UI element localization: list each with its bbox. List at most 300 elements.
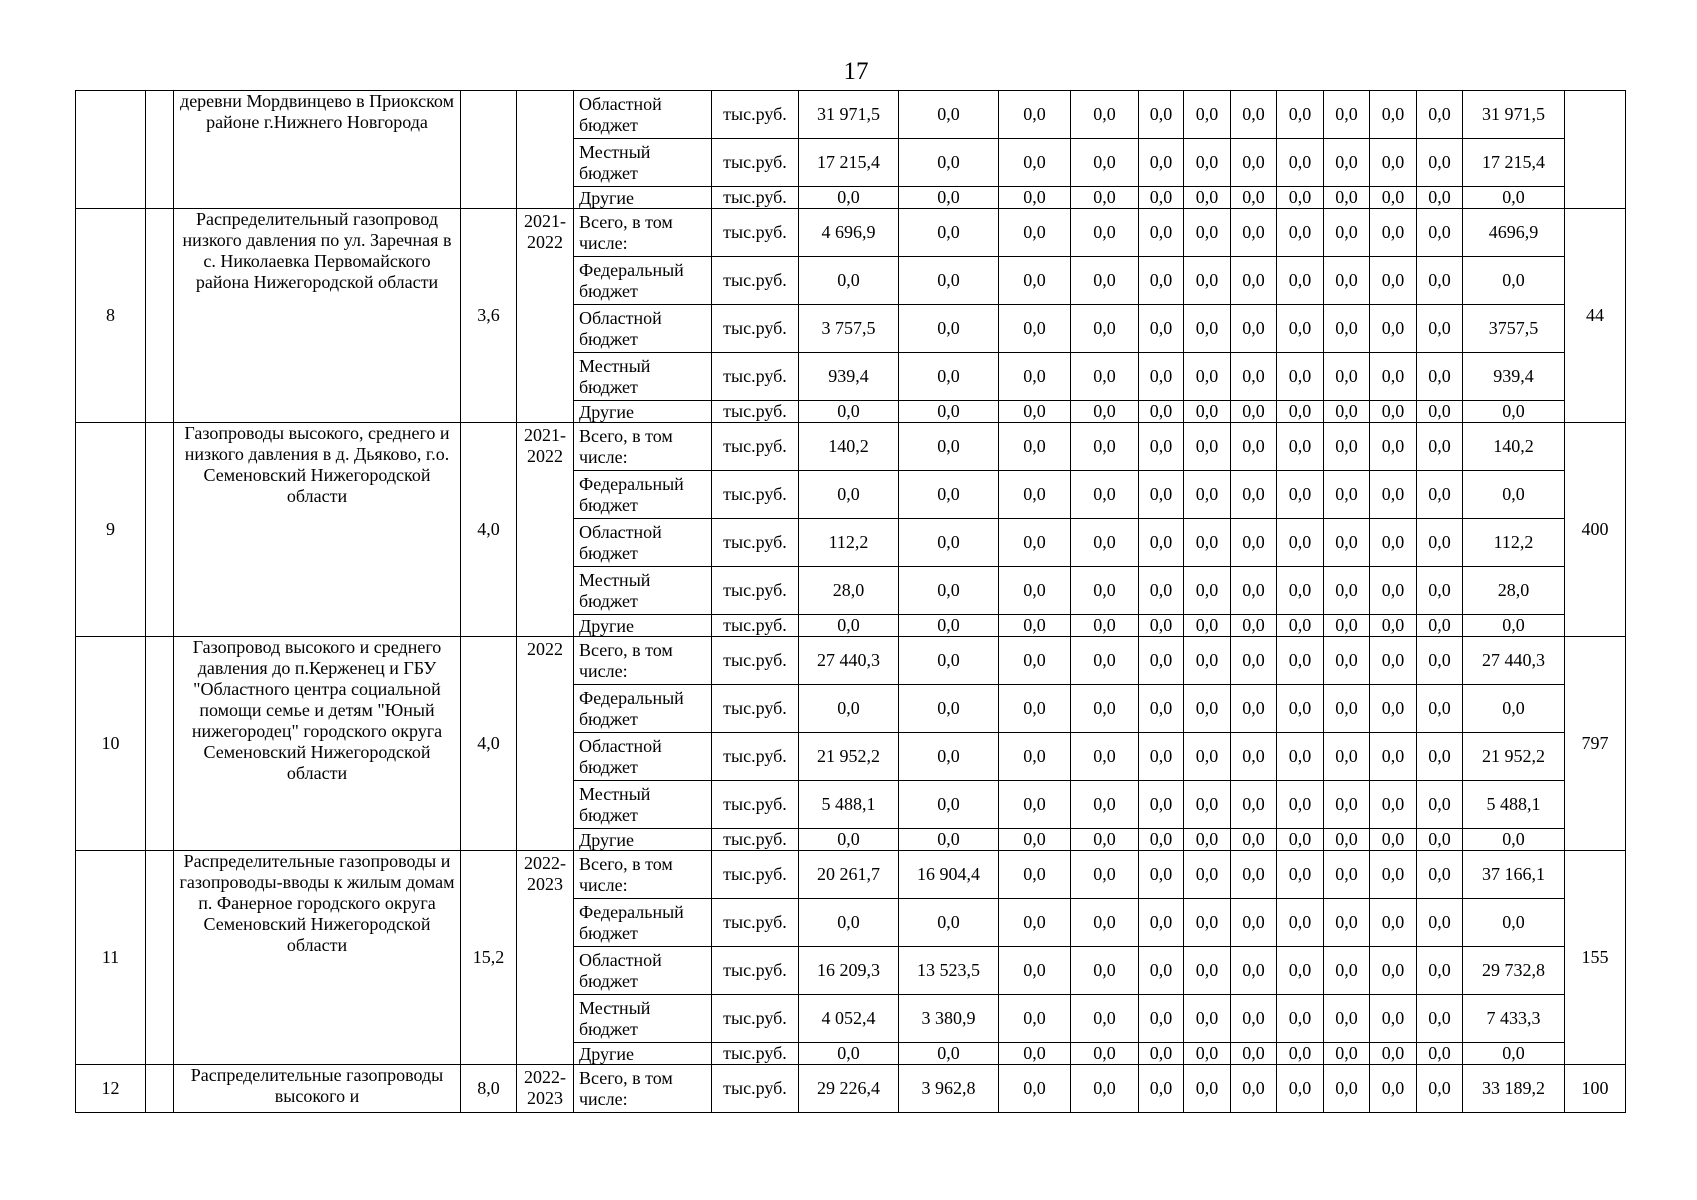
year-value: 3 380,9 — [899, 995, 999, 1043]
year-value: 0,0 — [1071, 257, 1139, 305]
year-value: 0,0 — [999, 899, 1071, 947]
year-value: 0,0 — [1184, 781, 1231, 829]
total-value: 29 732,8 — [1463, 947, 1565, 995]
year-value: 0,0 — [1184, 685, 1231, 733]
year-value: 0,0 — [1277, 209, 1324, 257]
year-value: 0,0 — [1324, 995, 1370, 1043]
construction-years: 2021-2022 — [517, 423, 574, 637]
year-value: 0,0 — [1139, 401, 1184, 423]
year-value: 0,0 — [1277, 995, 1324, 1043]
year-value: 0,0 — [1417, 305, 1463, 353]
year-value: 0,0 — [1139, 567, 1184, 615]
year-value: 0,0 — [1324, 899, 1370, 947]
year-value: 0,0 — [1324, 139, 1370, 187]
year-value: 0,0 — [899, 519, 999, 567]
funding-source: Местный бюджет — [574, 353, 712, 401]
year-value: 0,0 — [999, 257, 1071, 305]
row-number: 12 — [76, 1065, 146, 1113]
year-value: 28,0 — [799, 567, 899, 615]
year-value: 0,0 — [1370, 401, 1417, 423]
year-value: 0,0 — [899, 781, 999, 829]
year-value: 0,0 — [1370, 947, 1417, 995]
year-value: 0,0 — [1417, 567, 1463, 615]
year-value: 29 226,4 — [799, 1065, 899, 1113]
total-value: 3757,5 — [1463, 305, 1565, 353]
year-value: 0,0 — [1231, 829, 1277, 851]
year-value: 0,0 — [1370, 899, 1417, 947]
year-value: 0,0 — [1184, 615, 1231, 637]
year-value: 0,0 — [999, 353, 1071, 401]
year-value: 0,0 — [899, 401, 999, 423]
funding-source: Всего, в том числе: — [574, 1065, 712, 1113]
unit-cell: тыс.руб. — [712, 899, 799, 947]
year-value: 0,0 — [899, 615, 999, 637]
row-number: 11 — [76, 851, 146, 1065]
year-value: 0,0 — [1370, 187, 1417, 209]
result-count: 44 — [1565, 209, 1626, 423]
year-value: 0,0 — [999, 995, 1071, 1043]
year-value: 0,0 — [1417, 401, 1463, 423]
year-value: 0,0 — [1071, 139, 1139, 187]
year-value: 0,0 — [999, 685, 1071, 733]
funding-source: Всего, в том числе: — [574, 423, 712, 471]
unit-cell: тыс.руб. — [712, 685, 799, 733]
year-value: 0,0 — [1324, 615, 1370, 637]
length-km: 15,2 — [461, 851, 517, 1065]
year-value: 0,0 — [1370, 91, 1417, 139]
funding-source: Областной бюджет — [574, 733, 712, 781]
year-value: 0,0 — [1071, 851, 1139, 899]
year-value: 140,2 — [799, 423, 899, 471]
year-value: 0,0 — [1324, 637, 1370, 685]
year-value: 0,0 — [999, 851, 1071, 899]
year-value: 0,0 — [1324, 1065, 1370, 1113]
year-value: 0,0 — [1071, 91, 1139, 139]
unit-cell: тыс.руб. — [712, 829, 799, 851]
year-value: 0,0 — [1417, 91, 1463, 139]
unit-cell: тыс.руб. — [712, 615, 799, 637]
year-value: 0,0 — [1071, 1065, 1139, 1113]
year-value: 0,0 — [899, 1043, 999, 1065]
total-value: 37 166,1 — [1463, 851, 1565, 899]
year-value: 0,0 — [1071, 187, 1139, 209]
construction-years — [517, 91, 574, 209]
total-value: 0,0 — [1463, 401, 1565, 423]
year-value: 0,0 — [1139, 353, 1184, 401]
year-value: 0,0 — [1417, 471, 1463, 519]
unit-cell: тыс.руб. — [712, 995, 799, 1043]
total-value: 4696,9 — [1463, 209, 1565, 257]
year-value: 0,0 — [1071, 423, 1139, 471]
year-value: 0,0 — [1139, 685, 1184, 733]
year-value: 0,0 — [1071, 995, 1139, 1043]
funding-source: Всего, в том числе: — [574, 209, 712, 257]
funding-source: Местный бюджет — [574, 781, 712, 829]
year-value: 0,0 — [1277, 615, 1324, 637]
page-number: 17 — [843, 58, 869, 85]
year-value: 0,0 — [1184, 567, 1231, 615]
funding-source: Областной бюджет — [574, 305, 712, 353]
year-value: 0,0 — [1184, 209, 1231, 257]
unit-cell: тыс.руб. — [712, 1043, 799, 1065]
year-value: 0,0 — [1324, 685, 1370, 733]
year-value: 21 952,2 — [799, 733, 899, 781]
total-value: 939,4 — [1463, 353, 1565, 401]
year-value: 0,0 — [999, 519, 1071, 567]
year-value: 0,0 — [1277, 91, 1324, 139]
year-value: 0,0 — [1324, 305, 1370, 353]
year-value: 0,0 — [1231, 781, 1277, 829]
year-value: 0,0 — [899, 471, 999, 519]
object-name: Газопровод высокого и среднего давления до п.Керженец и ГБУ "Областного центра социальной помощи семье и детям "Юный нижегородец" городского округа Семеновский Нижегородской области — [174, 637, 461, 851]
year-value: 0,0 — [799, 1043, 899, 1065]
year-value: 0,0 — [999, 567, 1071, 615]
unit-cell: тыс.руб. — [712, 1065, 799, 1113]
year-value: 0,0 — [1071, 353, 1139, 401]
result-count — [1565, 91, 1626, 209]
year-value: 0,0 — [1370, 519, 1417, 567]
unit-cell: тыс.руб. — [712, 257, 799, 305]
year-value: 0,0 — [1139, 139, 1184, 187]
total-value: 21 952,2 — [1463, 733, 1565, 781]
year-value: 0,0 — [799, 471, 899, 519]
year-value: 0,0 — [1324, 733, 1370, 781]
year-value: 0,0 — [1231, 305, 1277, 353]
year-value: 0,0 — [1370, 829, 1417, 851]
year-value: 0,0 — [1071, 471, 1139, 519]
year-value: 0,0 — [1324, 471, 1370, 519]
year-value: 0,0 — [1231, 947, 1277, 995]
year-value: 0,0 — [1184, 91, 1231, 139]
year-value: 0,0 — [1139, 995, 1184, 1043]
year-value: 0,0 — [1417, 209, 1463, 257]
funding-source: Другие — [574, 615, 712, 637]
funding-source: Другие — [574, 401, 712, 423]
object-name: деревни Мордвинцево в Приокском районе г.Нижнего Новгорода — [174, 91, 461, 209]
year-value: 0,0 — [799, 899, 899, 947]
year-value: 0,0 — [1370, 733, 1417, 781]
year-value: 0,0 — [1277, 423, 1324, 471]
year-value: 5 488,1 — [799, 781, 899, 829]
year-value: 0,0 — [1071, 401, 1139, 423]
year-value: 27 440,3 — [799, 637, 899, 685]
unit-cell: тыс.руб. — [712, 519, 799, 567]
total-value: 33 189,2 — [1463, 1065, 1565, 1113]
year-value: 13 523,5 — [899, 947, 999, 995]
row-number: 9 — [76, 423, 146, 637]
year-value: 0,0 — [1324, 423, 1370, 471]
object-name: Распределительные газопроводы высокого и — [174, 1065, 461, 1113]
year-value: 0,0 — [1277, 781, 1324, 829]
total-value: 7 433,3 — [1463, 995, 1565, 1043]
total-value: 0,0 — [1463, 829, 1565, 851]
year-value: 0,0 — [899, 637, 999, 685]
year-value: 0,0 — [1370, 685, 1417, 733]
year-value: 112,2 — [799, 519, 899, 567]
spacer-cell — [146, 851, 174, 1065]
year-value: 0,0 — [1231, 401, 1277, 423]
length-km: 4,0 — [461, 423, 517, 637]
year-value: 0,0 — [1071, 519, 1139, 567]
year-value: 0,0 — [1139, 733, 1184, 781]
year-value: 0,0 — [999, 471, 1071, 519]
year-value: 0,0 — [1139, 423, 1184, 471]
year-value: 31 971,5 — [799, 91, 899, 139]
year-value: 0,0 — [1277, 305, 1324, 353]
year-value: 0,0 — [899, 257, 999, 305]
funding-source: Всего, в том числе: — [574, 851, 712, 899]
year-value: 0,0 — [1277, 899, 1324, 947]
table-row — [76, 851, 1626, 899]
unit-cell: тыс.руб. — [712, 947, 799, 995]
table-row — [76, 423, 1626, 471]
year-value: 0,0 — [1071, 829, 1139, 851]
year-value: 0,0 — [899, 91, 999, 139]
year-value: 0,0 — [899, 209, 999, 257]
year-value: 0,0 — [1231, 91, 1277, 139]
year-value: 0,0 — [1071, 567, 1139, 615]
funding-source: Местный бюджет — [574, 567, 712, 615]
year-value: 0,0 — [1184, 947, 1231, 995]
table-row — [76, 1065, 1626, 1113]
year-value: 0,0 — [1184, 1043, 1231, 1065]
year-value: 0,0 — [1277, 1065, 1324, 1113]
year-value: 0,0 — [1184, 637, 1231, 685]
year-value: 0,0 — [1417, 257, 1463, 305]
year-value: 0,0 — [1231, 423, 1277, 471]
year-value: 0,0 — [1184, 829, 1231, 851]
year-value: 0,0 — [1071, 637, 1139, 685]
year-value: 0,0 — [1184, 733, 1231, 781]
year-value: 0,0 — [1277, 1043, 1324, 1065]
result-count: 400 — [1565, 423, 1626, 637]
year-value: 0,0 — [999, 209, 1071, 257]
year-value: 0,0 — [999, 305, 1071, 353]
year-value: 939,4 — [799, 353, 899, 401]
year-value: 0,0 — [1231, 353, 1277, 401]
year-value: 0,0 — [1277, 733, 1324, 781]
year-value: 0,0 — [1417, 851, 1463, 899]
year-value: 0,0 — [999, 91, 1071, 139]
year-value: 0,0 — [1417, 353, 1463, 401]
total-value: 0,0 — [1463, 899, 1565, 947]
year-value: 0,0 — [999, 637, 1071, 685]
year-value: 0,0 — [1231, 567, 1277, 615]
year-value: 0,0 — [799, 615, 899, 637]
spacer-cell — [146, 91, 174, 209]
year-value: 0,0 — [1417, 733, 1463, 781]
unit-cell: тыс.руб. — [712, 423, 799, 471]
year-value: 0,0 — [1324, 401, 1370, 423]
year-value: 0,0 — [1277, 567, 1324, 615]
year-value: 0,0 — [1071, 209, 1139, 257]
year-value: 0,0 — [1417, 829, 1463, 851]
funding-source: Федеральный бюджет — [574, 685, 712, 733]
year-value: 0,0 — [1184, 139, 1231, 187]
year-value: 0,0 — [1417, 637, 1463, 685]
year-value: 0,0 — [1324, 1043, 1370, 1065]
year-value: 0,0 — [1071, 1043, 1139, 1065]
year-value: 0,0 — [1139, 187, 1184, 209]
year-value: 0,0 — [1370, 567, 1417, 615]
year-value: 0,0 — [1139, 1043, 1184, 1065]
year-value: 0,0 — [1071, 685, 1139, 733]
year-value: 0,0 — [1139, 257, 1184, 305]
funding-source: Федеральный бюджет — [574, 257, 712, 305]
year-value: 0,0 — [899, 685, 999, 733]
year-value: 0,0 — [1417, 995, 1463, 1043]
year-value: 0,0 — [1139, 305, 1184, 353]
year-value: 0,0 — [1231, 615, 1277, 637]
year-value: 0,0 — [1277, 353, 1324, 401]
funding-source: Другие — [574, 187, 712, 209]
total-value: 0,0 — [1463, 471, 1565, 519]
year-value: 0,0 — [1231, 685, 1277, 733]
year-value: 0,0 — [1231, 733, 1277, 781]
year-value: 0,0 — [1277, 851, 1324, 899]
year-value: 0,0 — [1370, 423, 1417, 471]
year-value: 0,0 — [799, 401, 899, 423]
year-value: 0,0 — [1231, 139, 1277, 187]
year-value: 0,0 — [999, 423, 1071, 471]
funding-source: Федеральный бюджет — [574, 471, 712, 519]
year-value: 0,0 — [1277, 519, 1324, 567]
year-value: 0,0 — [1139, 781, 1184, 829]
year-value: 0,0 — [1324, 567, 1370, 615]
year-value: 0,0 — [999, 401, 1071, 423]
year-value: 17 215,4 — [799, 139, 899, 187]
length-km: 4,0 — [461, 637, 517, 851]
year-value: 0,0 — [1231, 851, 1277, 899]
year-value: 0,0 — [799, 187, 899, 209]
row-number — [76, 91, 146, 209]
year-value: 0,0 — [1277, 401, 1324, 423]
year-value: 0,0 — [1417, 781, 1463, 829]
construction-years: 2022-2023 — [517, 1065, 574, 1113]
year-value: 0,0 — [1370, 637, 1417, 685]
funding-source: Другие — [574, 829, 712, 851]
year-value: 0,0 — [1231, 995, 1277, 1043]
year-value: 0,0 — [1417, 685, 1463, 733]
year-value: 0,0 — [1370, 305, 1417, 353]
year-value: 0,0 — [999, 1065, 1071, 1113]
year-value: 0,0 — [1324, 781, 1370, 829]
funding-source: Областной бюджет — [574, 947, 712, 995]
total-value: 0,0 — [1463, 615, 1565, 637]
year-value: 16 904,4 — [899, 851, 999, 899]
year-value: 0,0 — [799, 829, 899, 851]
year-value: 0,0 — [1324, 353, 1370, 401]
unit-cell: тыс.руб. — [712, 851, 799, 899]
year-value: 0,0 — [1324, 187, 1370, 209]
year-value: 0,0 — [999, 781, 1071, 829]
year-value: 0,0 — [1139, 829, 1184, 851]
year-value: 0,0 — [1324, 519, 1370, 567]
year-value: 0,0 — [1184, 995, 1231, 1043]
total-value: 5 488,1 — [1463, 781, 1565, 829]
year-value: 0,0 — [999, 947, 1071, 995]
year-value: 0,0 — [1324, 851, 1370, 899]
result-count: 797 — [1565, 637, 1626, 851]
year-value: 0,0 — [1231, 471, 1277, 519]
year-value: 0,0 — [1417, 187, 1463, 209]
year-value: 0,0 — [1231, 257, 1277, 305]
year-value: 0,0 — [1370, 1043, 1417, 1065]
year-value: 0,0 — [799, 257, 899, 305]
year-value: 0,0 — [1231, 187, 1277, 209]
year-value: 0,0 — [1370, 257, 1417, 305]
total-value: 31 971,5 — [1463, 91, 1565, 139]
year-value: 0,0 — [999, 615, 1071, 637]
year-value: 0,0 — [1184, 187, 1231, 209]
funding-source: Областной бюджет — [574, 519, 712, 567]
unit-cell: тыс.руб. — [712, 637, 799, 685]
year-value: 0,0 — [1417, 947, 1463, 995]
unit-cell: тыс.руб. — [712, 733, 799, 781]
length-km: 8,0 — [461, 1065, 517, 1113]
result-count: 100 — [1565, 1065, 1626, 1113]
year-value: 0,0 — [999, 829, 1071, 851]
unit-cell: тыс.руб. — [712, 209, 799, 257]
year-value: 0,0 — [1184, 305, 1231, 353]
total-value: 28,0 — [1463, 567, 1565, 615]
year-value: 0,0 — [1417, 139, 1463, 187]
year-value: 0,0 — [1417, 615, 1463, 637]
year-value: 0,0 — [1231, 899, 1277, 947]
year-value: 0,0 — [1370, 139, 1417, 187]
year-value: 0,0 — [899, 187, 999, 209]
year-value: 0,0 — [999, 139, 1071, 187]
year-value: 0,0 — [1370, 1065, 1417, 1113]
unit-cell: тыс.руб. — [712, 187, 799, 209]
construction-years: 2022-2023 — [517, 851, 574, 1065]
year-value: 0,0 — [1071, 305, 1139, 353]
unit-cell: тыс.руб. — [712, 139, 799, 187]
year-value: 0,0 — [899, 829, 999, 851]
year-value: 0,0 — [1277, 829, 1324, 851]
year-value: 0,0 — [899, 423, 999, 471]
year-value: 0,0 — [799, 685, 899, 733]
year-value: 3 757,5 — [799, 305, 899, 353]
year-value: 0,0 — [1184, 471, 1231, 519]
year-value: 0,0 — [1370, 353, 1417, 401]
year-value: 0,0 — [1184, 899, 1231, 947]
total-value: 0,0 — [1463, 1043, 1565, 1065]
year-value: 0,0 — [1139, 471, 1184, 519]
funding-source: Другие — [574, 1043, 712, 1065]
total-value: 17 215,4 — [1463, 139, 1565, 187]
year-value: 0,0 — [1139, 615, 1184, 637]
year-value: 0,0 — [1324, 209, 1370, 257]
table-row — [76, 91, 1626, 139]
year-value: 0,0 — [1370, 615, 1417, 637]
year-value: 0,0 — [1370, 471, 1417, 519]
year-value: 0,0 — [1139, 1065, 1184, 1113]
object-name: Распределительные газопроводы и газопроводы-вводы к жилым домам п. Фанерное городского округа Семеновский Нижегородской области — [174, 851, 461, 1065]
year-value: 0,0 — [1184, 1065, 1231, 1113]
year-value: 0,0 — [1417, 1043, 1463, 1065]
year-value: 0,0 — [1139, 637, 1184, 685]
year-value: 0,0 — [1231, 637, 1277, 685]
year-value: 0,0 — [1417, 899, 1463, 947]
year-value: 0,0 — [1184, 401, 1231, 423]
total-value: 0,0 — [1463, 187, 1565, 209]
year-value: 4 052,4 — [799, 995, 899, 1043]
unit-cell: тыс.руб. — [712, 471, 799, 519]
total-value: 27 440,3 — [1463, 637, 1565, 685]
total-value: 0,0 — [1463, 685, 1565, 733]
unit-cell: тыс.руб. — [712, 567, 799, 615]
